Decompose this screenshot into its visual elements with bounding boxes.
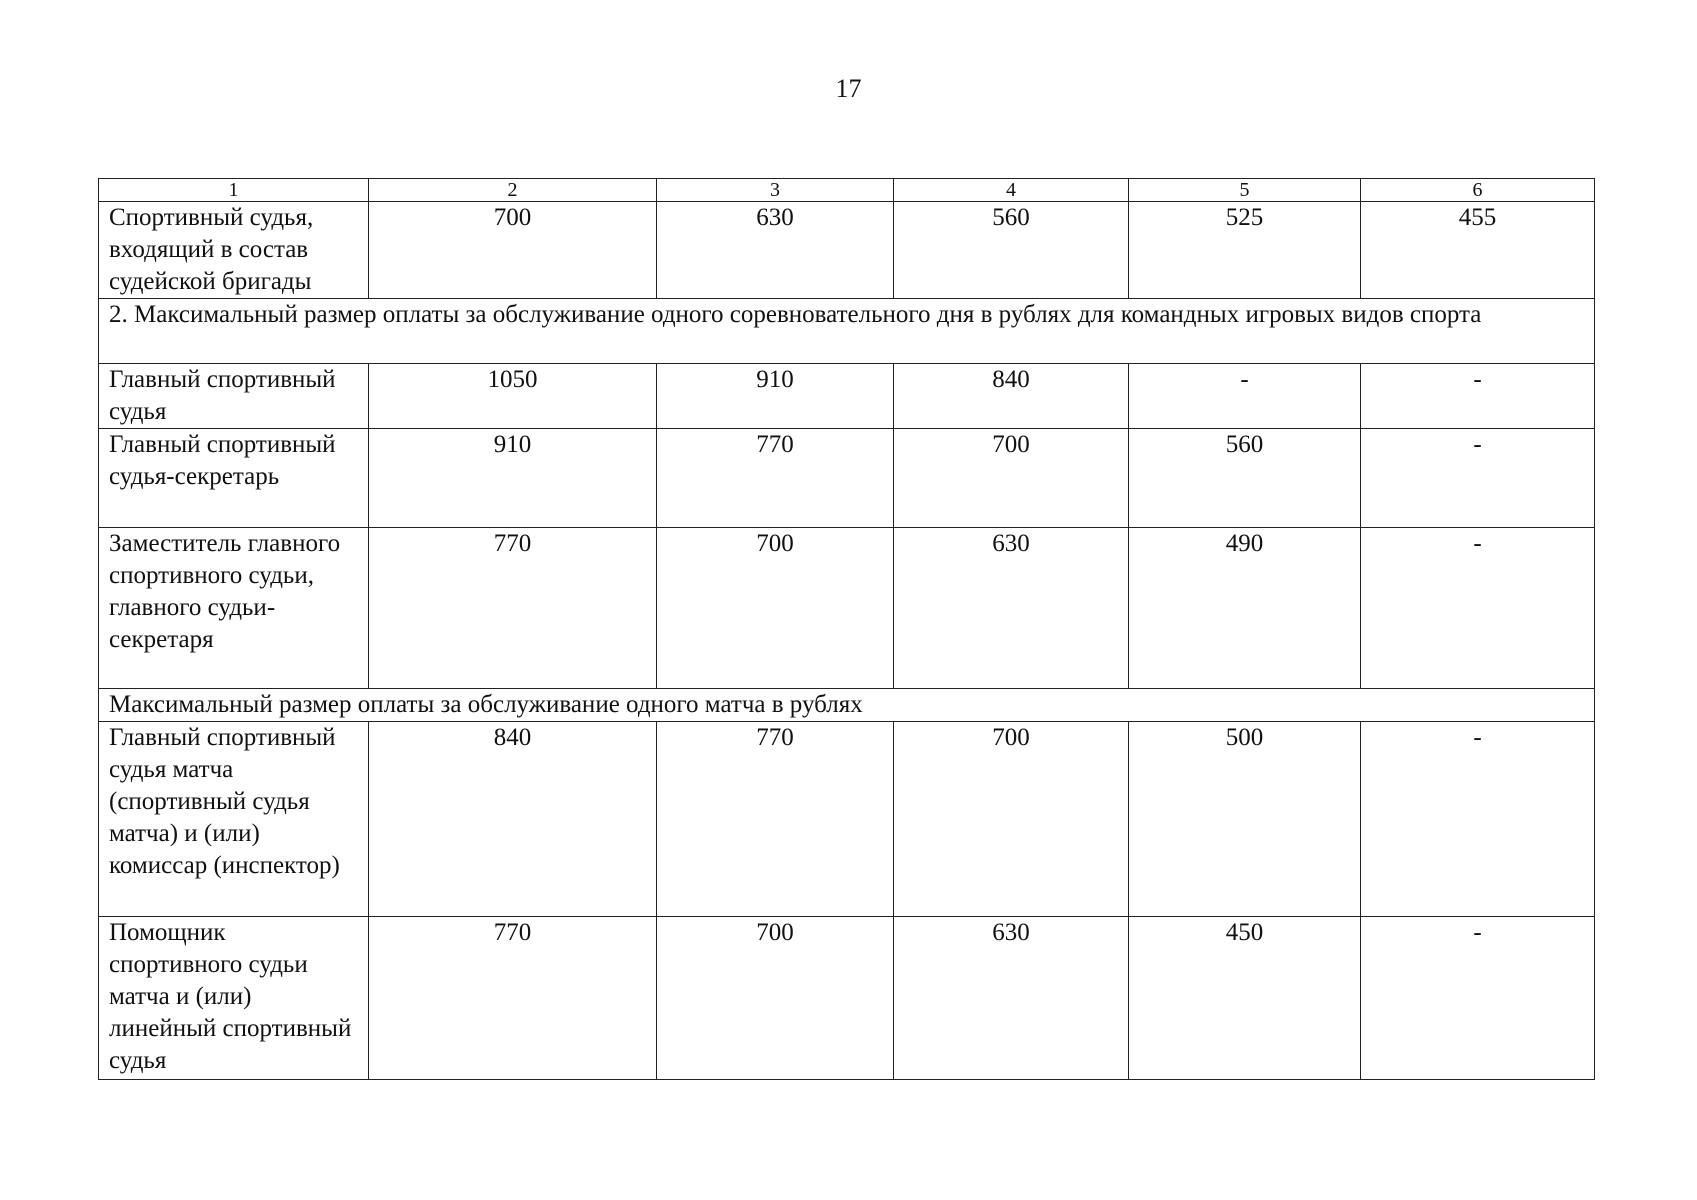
position-name: Главный спортивный судья матча (спортивный судья матча) и (или) комиссар (инспектор): [99, 722, 369, 917]
pay-value: 630: [894, 528, 1129, 689]
section-row: [99, 689, 1595, 722]
pay-value: 700: [894, 429, 1129, 528]
pay-value: 700: [894, 722, 1129, 917]
pay-value: -: [1361, 429, 1595, 528]
pay-value: 630: [657, 202, 894, 299]
section-row: [99, 299, 1595, 364]
table-row: [99, 917, 1595, 1080]
pay-value: 700: [657, 917, 894, 1080]
pay-value: -: [1361, 917, 1595, 1080]
pay-value: 770: [369, 528, 657, 689]
pay-value: -: [1361, 722, 1595, 917]
pay-value: -: [1361, 528, 1595, 689]
pay-value: 910: [657, 364, 894, 429]
section-title: 2. Максимальный размер оплаты за обслуживание одного соревновательного дня в рублях для командных игровых видов спорта: [99, 299, 1595, 364]
table-row: [99, 722, 1595, 917]
pay-value: 525: [1129, 202, 1361, 299]
column-number: 4: [894, 179, 1129, 202]
pay-value: 500: [1129, 722, 1361, 917]
column-number: 3: [657, 179, 894, 202]
column-number: 1: [99, 179, 369, 202]
payment-table: [98, 178, 1595, 1080]
column-number-row: [99, 179, 1595, 202]
table-row: [99, 202, 1595, 299]
table-row: [99, 528, 1595, 689]
pay-value: 700: [369, 202, 657, 299]
position-name: Спортивный судья, входящий в состав судейской бригады: [99, 202, 369, 299]
section-title: Максимальный размер оплаты за обслуживание одного матча в рублях: [99, 689, 1595, 722]
table-row: [99, 364, 1595, 429]
pay-value: 700: [657, 528, 894, 689]
pay-value: 910: [369, 429, 657, 528]
column-number: 6: [1361, 179, 1595, 202]
position-name: Главный спортивный судья-секретарь: [99, 429, 369, 528]
pay-value: 770: [657, 429, 894, 528]
pay-value: 840: [894, 364, 1129, 429]
position-name: Заместитель главного спортивного судьи, главного судьи-секретаря: [99, 528, 369, 689]
column-number: 2: [369, 179, 657, 202]
pay-value: 840: [369, 722, 657, 917]
pay-value: -: [1129, 364, 1361, 429]
pay-value: 560: [894, 202, 1129, 299]
column-number: 5: [1129, 179, 1361, 202]
pay-value: 455: [1361, 202, 1595, 299]
position-name: Помощник спортивного судьи матча и (или) линейный спортивный судья: [99, 917, 369, 1080]
pay-value: 450: [1129, 917, 1361, 1080]
pay-value: 560: [1129, 429, 1361, 528]
pay-value: -: [1361, 364, 1595, 429]
page-number: 17: [835, 74, 862, 103]
pay-value: 630: [894, 917, 1129, 1080]
pay-value: 770: [657, 722, 894, 917]
pay-value: 490: [1129, 528, 1361, 689]
pay-value: 1050: [369, 364, 657, 429]
pay-value: 770: [369, 917, 657, 1080]
position-name: Главный спортивный судья: [99, 364, 369, 429]
table-row: [99, 429, 1595, 528]
